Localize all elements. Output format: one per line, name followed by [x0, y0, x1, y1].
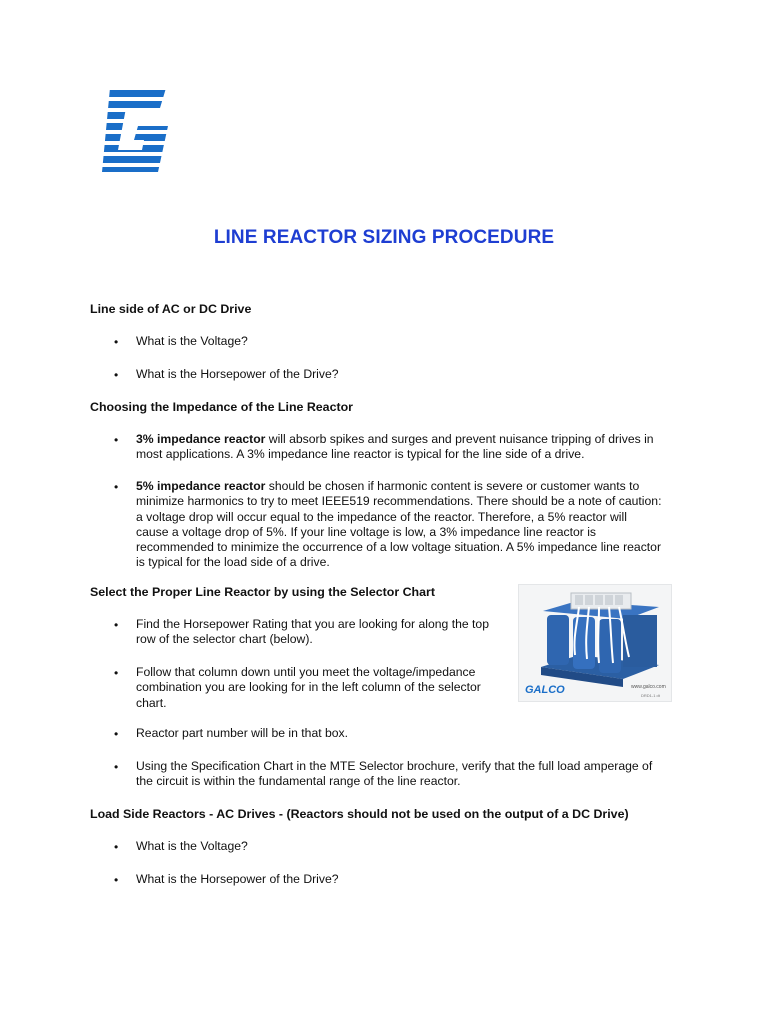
list-item: What is the Voltage?	[136, 839, 248, 853]
list-item: Using the Specification Chart in the MTE Selector brochure, verify that the full load amperage of the circuit is within the fundamental range of the line reactor.	[136, 759, 653, 789]
bullet-icon: •	[114, 618, 119, 632]
galco-brand: GALCO	[525, 684, 565, 696]
list-item: Follow that column down until you meet the voltage/impedance combination you are looking for in the left column of the selector chart.	[136, 665, 481, 710]
bullet-icon: •	[114, 727, 119, 741]
bullet-icon: •	[114, 666, 119, 680]
list-item: Reactor part number will be in that box.	[136, 726, 349, 740]
bullet-icon: •	[114, 480, 119, 494]
section-heading-load-side: Load Side Reactors - AC Drives - (Reactors should not be used on the output of a DC Drive)	[90, 807, 629, 821]
list-item: What is the Horsepower of the Drive?	[136, 872, 339, 886]
term-3-percent: 3% impedance reactor	[136, 432, 266, 446]
document-title: LINE REACTOR SIZING PROCEDURE	[213, 227, 555, 248]
line-reactor-image-icon	[519, 585, 671, 701]
section-heading-impedance: Choosing the Impedance of the Line Reactor	[90, 400, 353, 414]
section-heading-selector: Select the Proper Line Reactor by using the Selector Chart	[90, 585, 435, 599]
bullet-icon: •	[114, 368, 119, 382]
list-item: 5% impedance reactor should be chosen if harmonic content is severe or customer wants to minimize harmonics to try to meet IEEE519 recommendations. There should be a note of caution: a voltage drop will occur equal to the impedance of the reactor. Therefore, a 5% reactor will cause a voltage drop of 5%. If your line voltage is low, a 3% impedance line reactor is recommended to minimize the occurrence of a low voltage situation. A 5% impedance line reactor is typical for the load side of a drive.	[136, 479, 662, 570]
list-item: Find the Horsepower Rating that you are looking for along the top row of the selector chart (below).	[136, 617, 489, 647]
term-5-percent: 5% impedance reactor	[136, 479, 266, 493]
bullet-icon: •	[114, 760, 119, 774]
bullet-icon: •	[114, 840, 119, 854]
list-item: What is the Horsepower of the Drive?	[136, 367, 339, 381]
list-item: 3% impedance reactor will absorb spikes and surges and prevent nuisance tripping of drives in most applications. A 3% impedance line reactor is typical for the line side of a drive.	[136, 432, 654, 462]
section-heading-line-side: Line side of AC or DC Drive	[90, 302, 252, 316]
bullet-icon: •	[114, 335, 119, 349]
line-reactor-photo	[518, 584, 672, 702]
bullet-icon: •	[114, 873, 119, 887]
galco-url: www.galco.com	[631, 684, 666, 690]
bullet-icon: •	[114, 433, 119, 447]
image-code: DRD1-1 dt	[641, 693, 660, 698]
company-logo-icon	[96, 88, 172, 172]
list-item: What is the Voltage?	[136, 334, 248, 348]
